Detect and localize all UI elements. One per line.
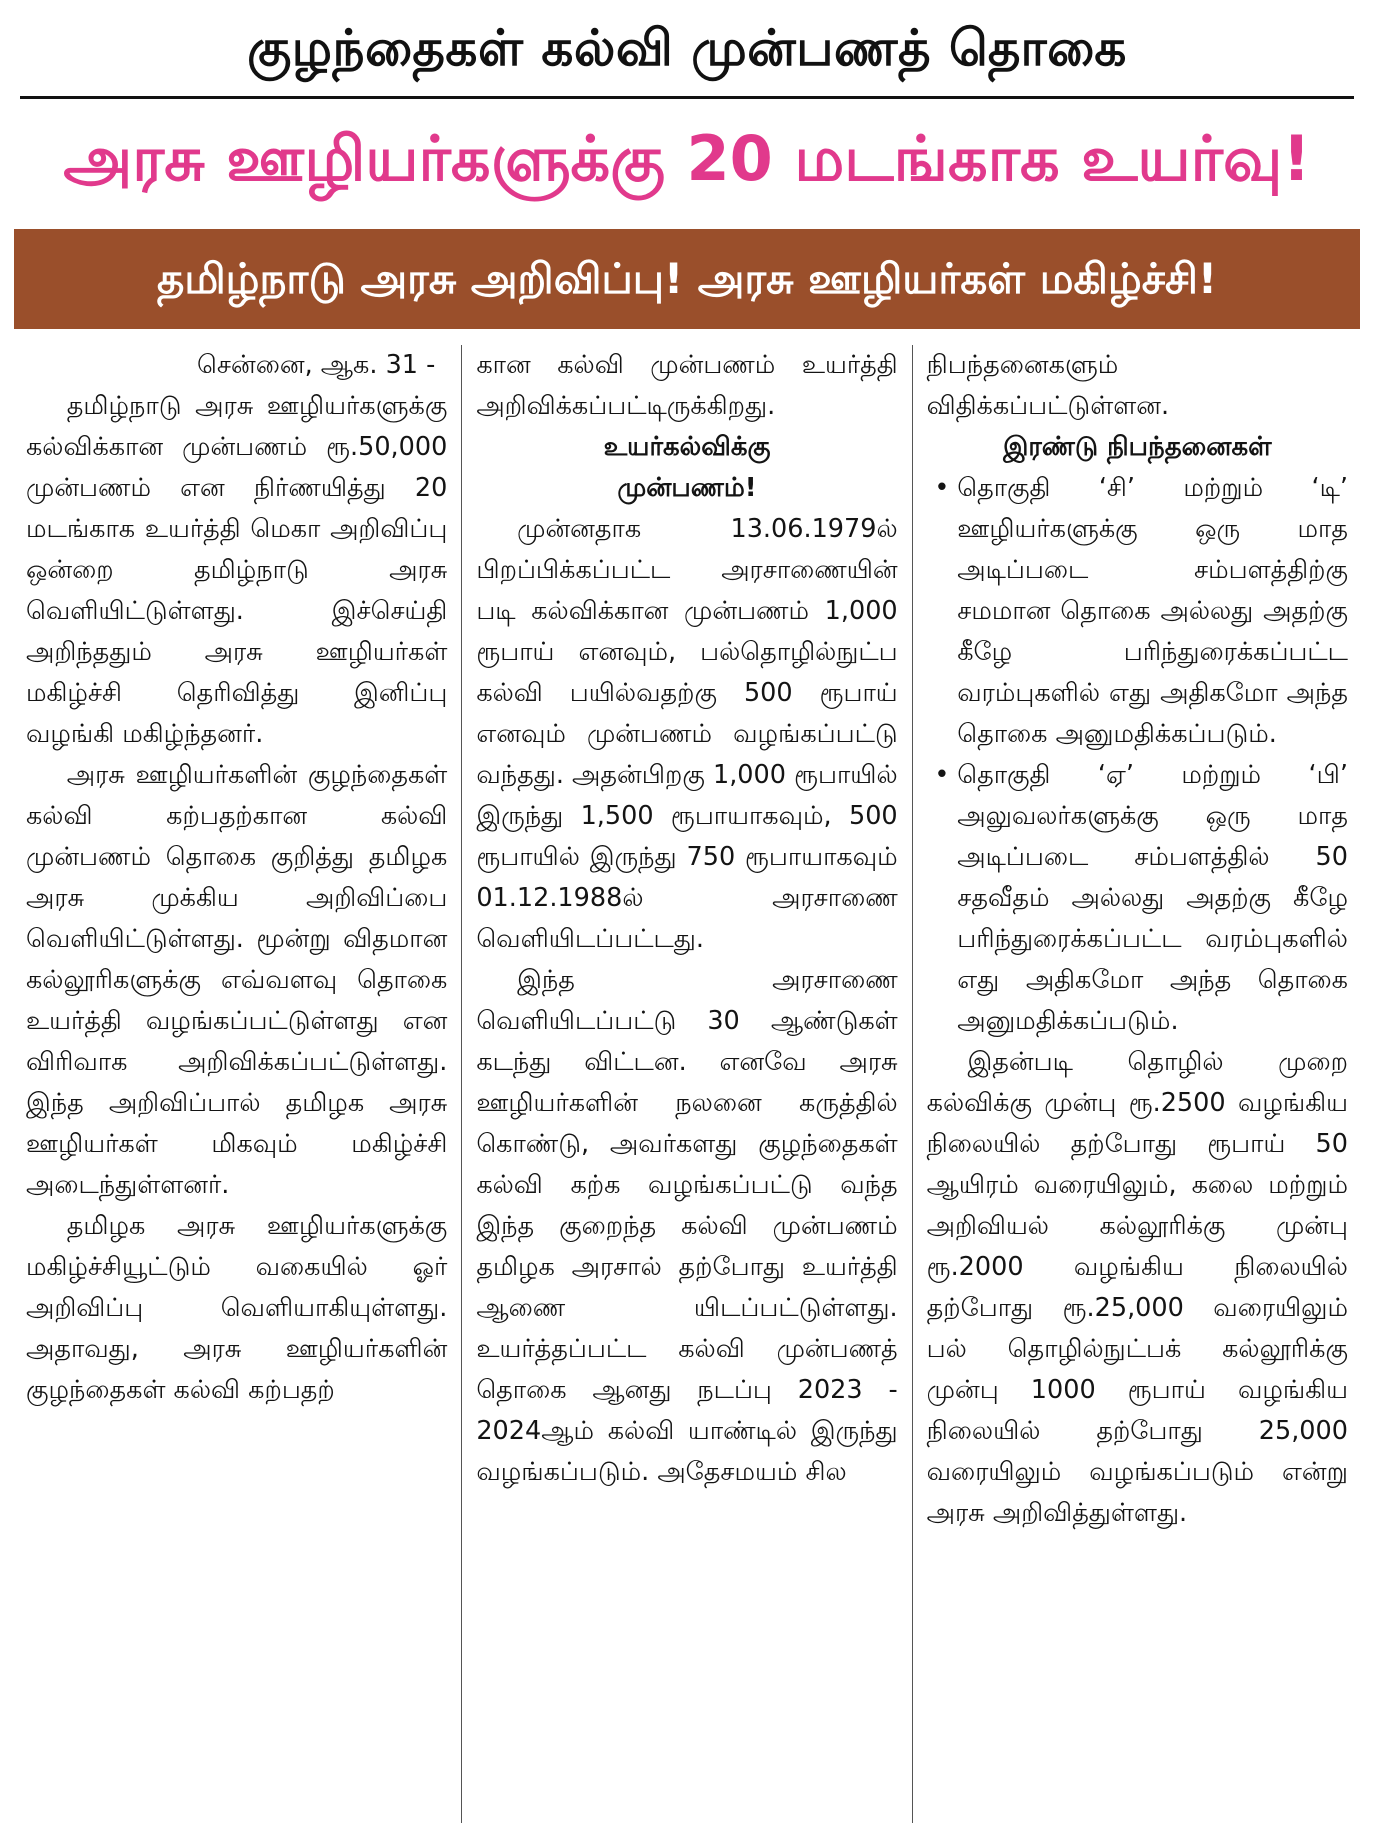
paragraph: தமிழ்நாடு அரசு ஊழியர்களுக்கு கல்விக்கான முன்பணம் ரூ.50,000 முன்பணம் என நிர்ணயித்து 20 மடங்காக உயர்த்தி மெகா அறிவிப்பு ஒன்றை தமிழ்நாடு அரசு வெளியிட்டுள்ளது. இச்செய்தி அறிந்ததும் அரசு ஊழியர்கள் மகிழ்ச்சி தெரிவித்து இனிப்பு வழங்கி மகிழ்ந்தனர்.	[26, 391, 448, 749]
bullet-icon: •	[934, 760, 950, 790]
article-body	[12, 345, 1362, 1823]
subheadline-banner: தமிழ்நாடு அரசு அறிவிப்பு! அரசு ஊழியர்கள் மகிழ்ச்சி!	[14, 229, 1360, 329]
paragraph: இதன்படி தொழில் முறை கல்விக்கு முன்பு ரூ.2500 வழங்கிய நிலையில் தற்போது ரூபாய் 50 ஆயிரம் வரையிலும், கலை மற்றும் அறிவியல் கல்லூரிக்கு முன்பு ரூ.2000 வழங்கிய நிலையில் தற்போது ரூ.25,000 வரையிலும் பல் தொழில்நுட்பக் கல்லூரிக்கு முன்பு 1000 ரூபாய் வழங்கிய நிலையில் தற்போது 25,000 வரையிலும் வழங்கப்படும் என்று அரசு அறிவித்துள்ளது.	[926, 1047, 1348, 1528]
bullet-text: தொகுதி ‘சி’ மற்றும் ‘டி’ ஊழியர்களுக்கு ஒரு மாத அடிப்படை சம்பளத்திற்கு சமமான தொகை அல்லது அதற்கு கீழே பரிந்துரைக்கப்பட்ட வரம்புகளில் எது அதிகமோ அந்த தொகை அனுமதிக்கப்படும்.	[957, 473, 1348, 749]
paragraph: முன்னதாக 13.06.1979ல் பிறப்பிக்கப்பட்ட அரசாணையின் படி கல்விக்கான முன்பணம் 1,000 ரூபாய் எனவும், பல்தொழில்நுட்ப கல்வி பயில்வதற்கு 500 ரூபாய் எனவும் முன்பணம் வழங்கப்பட்டு வந்தது. அதன்பிறகு 1,000 ரூபாயில் இருந்து 1,500 ரூபாயாகவும், 500 ரூபாயில் இருந்து 750 ரூபாயாகவும் 01.12.1988ல் அரசாணை வெளியிடப்பட்டது.	[476, 514, 898, 954]
headline: அரசு ஊழியர்களுக்கு 20 மடங்காக உயர்வு!	[63, 122, 1311, 195]
article-column-1	[12, 345, 461, 1823]
section-subheading-line: முன்பணம்!	[617, 473, 757, 503]
paragraph: நிபந்தனைகளும் விதிக்கப்பட்டுள்ளன.	[926, 350, 1170, 421]
paragraph: கான கல்வி முன்பணம் உயர்த்தி அறிவிக்கப்பட்டிருக்கிறது.	[476, 350, 898, 421]
dateline: சென்னை, ஆக. 31 -	[197, 350, 436, 380]
paragraph: இந்த அரசாணை வெளியிடப்பட்டு 30 ஆண்டுகள் கடந்து விட்டன. எனவே அரசு ஊழியர்களின் நலனை கருத்தில் கொண்டு, அவர்களது குழந்தைகள் கல்வி கற்க வழங்கப்பட்டு வந்த இந்த குறைந்த கல்வி முன்பணம் தமிழக அரசால் தற்போது உயர்த்தி ஆணை யிடப்பட்டுள்ளது. உயர்த்தப்பட்ட கல்வி முன்பணத் தொகை ஆனது நடப்பு 2023 - 2024ஆம் கல்வி யாண்டில் இருந்து வழங்கப்படும். அதேசமயம் சில	[476, 965, 898, 1487]
kicker-title: குழந்தைகள் கல்வி முன்பணத் தொகை	[247, 19, 1127, 77]
article-column-2	[461, 345, 911, 1823]
bullet-text: தொகுதி ‘ஏ’ மற்றும் ‘பி’ அலுவலர்களுக்கு ஒரு மாத அடிப்படை சம்பளத்தில் 50 சதவீதம் அல்லது அதற்கு கீழே பரிந்துரைக்கப்பட்ட வரம்புகளில் எது அதிகமோ அந்த தொகை அனுமதிக்கப்படும்.	[957, 760, 1348, 1036]
bullet-item	[927, 468, 1348, 755]
section-subheading-line: உயர்கல்விக்கு	[603, 432, 771, 462]
bullet-icon: •	[934, 473, 950, 503]
paragraph: தமிழக அரசு ஊழியர்களுக்கு மகிழ்ச்சியூட்டும் வகையில் ஓர் அறிவிப்பு வெளியாகியுள்ளது. அதாவது, அரசு ஊழியர்களின் குழந்தைகள் கல்வி கற்பதற்	[26, 1211, 448, 1405]
article-column-3	[912, 345, 1362, 1823]
section-subheading: இரண்டு நிபந்தனைகள்	[1003, 432, 1272, 462]
paragraph: அரசு ஊழியர்களின் குழந்தைகள் கல்வி கற்பதற்கான கல்வி முன்பணம் தொகை குறித்து தமிழக அரசு முக்கிய அறிவிப்பை வெளியிட்டுள்ளது. மூன்று விதமான கல்லூரிகளுக்கு எவ்வளவு தொகை உயர்த்தி வழங்கப்பட்டுள்ளது என விரிவாக அறிவிக்கப்பட்டுள்ளது. இந்த அறிவிப்பால் தமிழக அரசு ஊழியர்கள் மிகவும் மகிழ்ச்சி அடைந்துள்ளனர்.	[26, 760, 448, 1200]
section-subheading	[476, 427, 897, 509]
bullet-item	[927, 755, 1348, 1042]
